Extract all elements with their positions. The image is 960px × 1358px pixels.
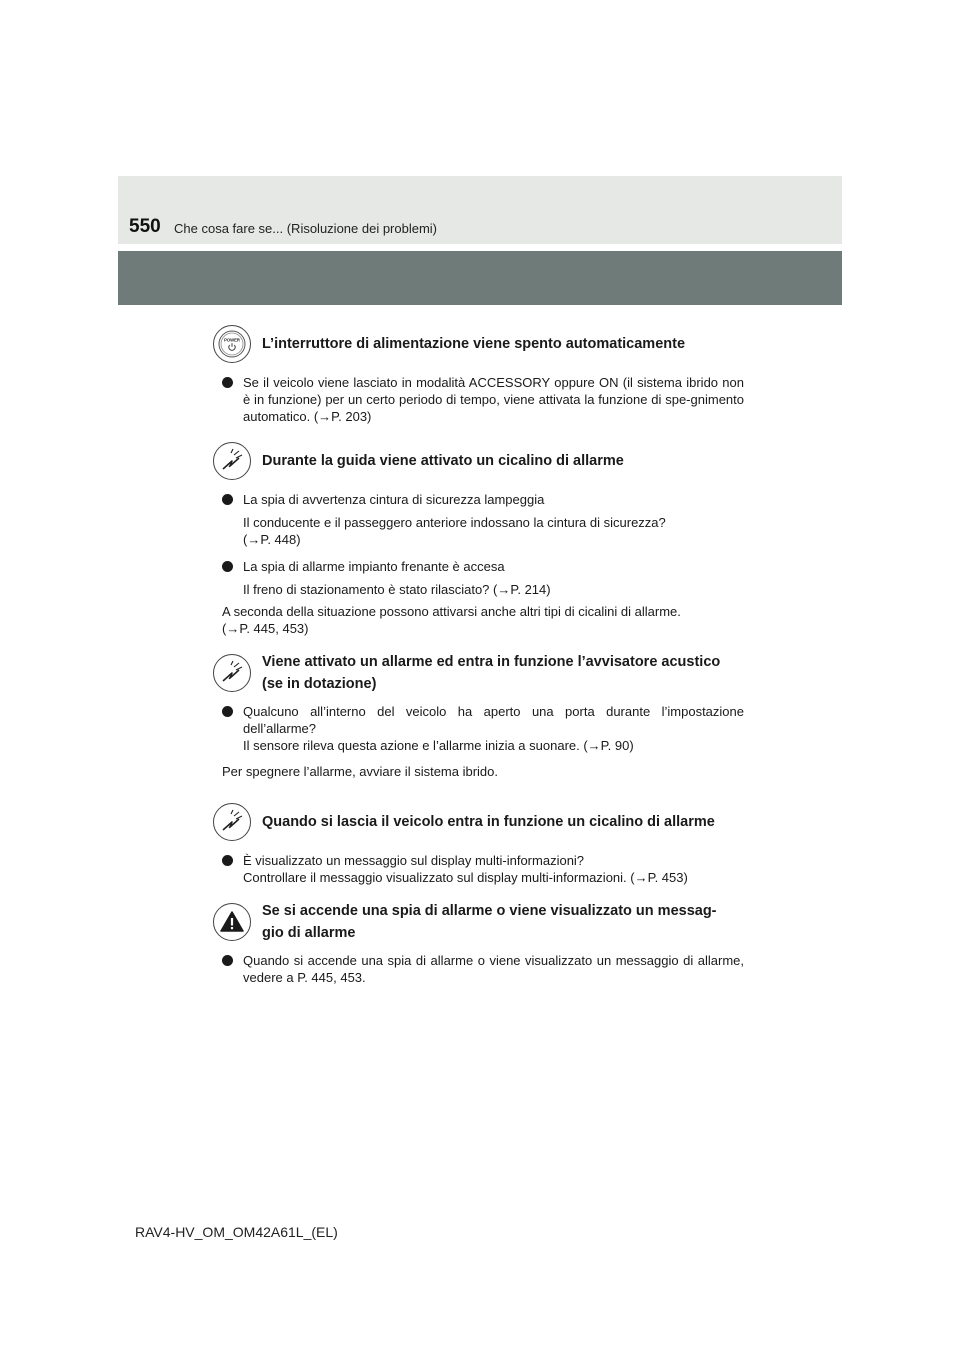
svg-text:POWER: POWER	[224, 337, 240, 343]
list-item	[222, 558, 744, 598]
section-heading: Quando si lascia il veicolo entra in funzione un cicalino di allarme	[262, 814, 715, 830]
bullet-text: Controllare il messaggio visualizzato sul display multi-informazioni. (→P. 453)	[243, 870, 688, 885]
section-driving-buzzer	[222, 439, 744, 637]
bullet-text: Il sensore rileva questa azione e l’allarme inizia a suonare. (→P. 90)	[243, 738, 634, 753]
bullet-text: È visualizzato un messaggio sul display multi-informazioni?	[243, 853, 585, 868]
power-button-icon	[213, 325, 251, 363]
bullet-text: La spia di allarme impianto frenante è accesa	[243, 559, 505, 574]
bullet-subtext: Il freno di stazionamento è stato rilasciato? (→P. 214)	[243, 582, 551, 597]
section-note: Per spegnere l’allarme, avviare il sistema ibrido.	[222, 764, 499, 779]
list-item	[222, 703, 744, 754]
note-line: (→P. 445, 453)	[222, 621, 309, 636]
section-heading	[262, 900, 717, 944]
warning-triangle-icon	[213, 903, 251, 941]
bullet-text: Qualcuno all’interno del veicolo ha aperto una porta durante l’impostazione	[243, 704, 744, 719]
chapter-title: Che cosa fare se... (Risoluzione dei problemi)	[174, 221, 438, 236]
document-code: RAV4-HV_OM_OM42A61L_(EL)	[135, 1224, 338, 1240]
bullet-icon	[222, 855, 233, 866]
page-content	[222, 320, 744, 986]
section-leaving-buzzer	[222, 800, 744, 886]
list-item	[222, 374, 744, 425]
section-header	[222, 322, 744, 366]
bullet-icon	[222, 494, 233, 505]
list-item	[222, 952, 744, 986]
section-warning-light	[222, 900, 744, 986]
section-heading	[262, 651, 720, 695]
bullet-icon	[222, 706, 233, 717]
list-item	[222, 491, 744, 548]
heading-line: (se in dotazione)	[262, 676, 377, 692]
buzzer-icon	[213, 442, 251, 480]
page-number: 550	[129, 216, 161, 237]
bullet-icon	[222, 955, 233, 966]
section-header	[222, 651, 744, 695]
buzzer-icon	[213, 803, 251, 841]
section-band	[118, 251, 842, 305]
section-alarm-horn	[222, 651, 744, 780]
note-line: A seconda della situazione possono attivarsi anche altri tipi di cicalini di allarme.	[222, 604, 681, 619]
section-note	[222, 603, 744, 637]
section-header	[222, 800, 744, 844]
section-heading: L’interruttore di alimentazione viene spento automaticamente	[262, 336, 686, 352]
buzzer-icon	[213, 654, 251, 692]
bullet-icon	[222, 377, 233, 388]
section-heading: Durante la guida viene attivato un cicalino di allarme	[262, 453, 624, 469]
section-header	[222, 439, 744, 483]
bullet-text: La spia di avvertenza cintura di sicurezza lampeggia	[243, 492, 545, 507]
list-item	[222, 852, 744, 886]
heading-line: Se si accende una spia di allarme o viene visualizzato un messag-	[262, 903, 717, 919]
bullet-subtext: (→P. 448)	[243, 532, 301, 547]
bullet-text: dell’allarme?	[243, 721, 316, 736]
bullet-icon	[222, 561, 233, 572]
bullet-subtext: Il conducente e il passeggero anteriore indossano la cintura di sicurezza?	[243, 515, 666, 530]
heading-line: Viene attivato un allarme ed entra in funzione l’avvisatore acustico	[262, 654, 721, 670]
section-power-off	[222, 322, 744, 425]
bullet-text: Se il veicolo viene lasciato in modalità ACCESSORY oppure ON (il sistema ibrido non è in funzione) per un certo periodo di tempo, viene attivata la funzione di spe-gnimento automatico. (→P. 203)	[243, 375, 744, 424]
bullet-text: Quando si accende una spia di allarme o viene visualizzato un messaggio di allarme, vedere a P. 445, 453.	[243, 953, 744, 985]
section-header	[222, 900, 744, 944]
heading-line: gio di allarme	[262, 925, 356, 941]
